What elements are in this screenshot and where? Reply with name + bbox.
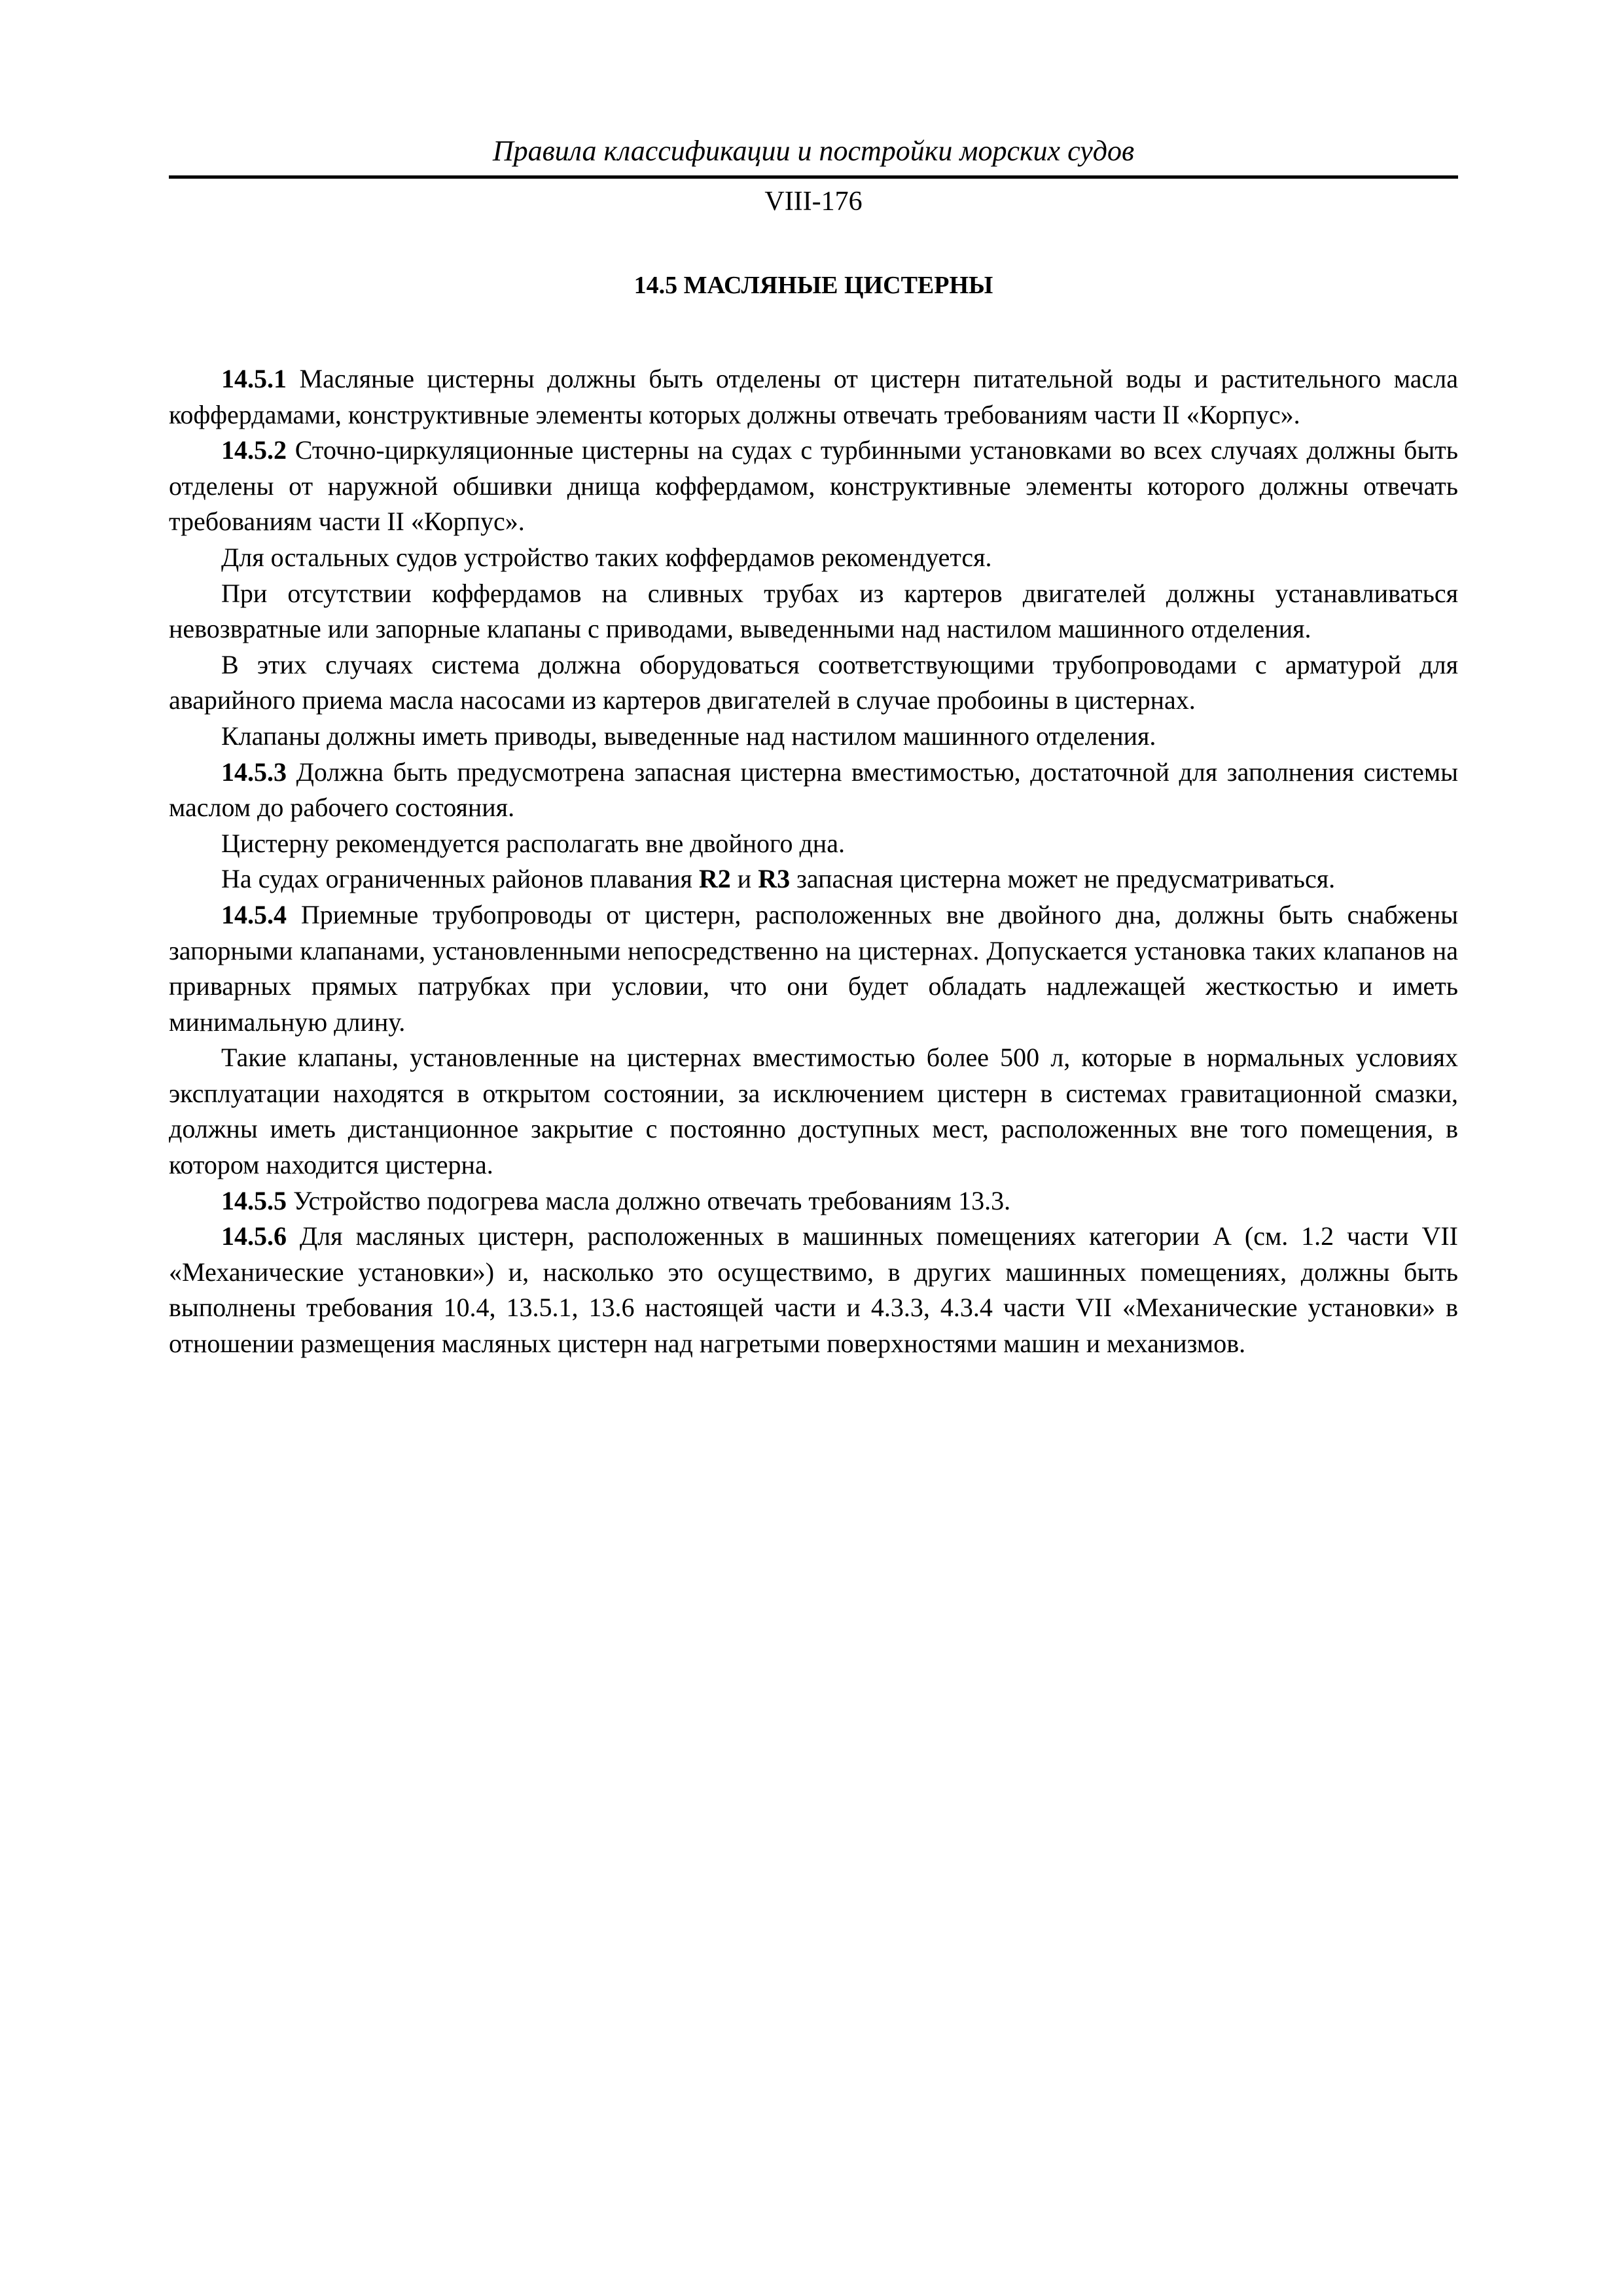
section-body [169,361,1458,1362]
section-title: 14.5 МАСЛЯНЫЕ ЦИСТЕРНЫ [633,272,993,299]
paragraph [169,861,1458,897]
paragraph-text: Приемные трубопроводы от цистерн, расположенных вне двойного дна, должны быть снабжены запорными клапанами, установленными непосредственно на цистернах. Допускается установка таких клапанов на приварных прямых патрубках при условии, что они будет обладать надлежащей жесткостью и иметь минимальную длину. [169,899,1458,1037]
clause-number: 14.5.2 [221,435,287,465]
paragraph-text: Масляные цистерны должны быть отделены от цистерн питательной воды и растительного масла коффердамами, конструктивные элементы которых должны отвечать требованиям части II «Корпус». [169,364,1458,429]
paragraph-14-5-2 [169,433,1458,540]
paragraph-text: Устройство подогрева масла должно отвечать требованиям 13.3. [287,1185,1011,1215]
paragraph-text: и [730,864,758,894]
paragraph-14-5-5 [169,1183,1458,1219]
paragraph-text: Для остальных судов устройство таких коффердамов рекомендуется. [221,542,992,572]
paragraph-text: Должна быть предусмотрена запасная цистерна вместимостью, достаточной для заполнения системы маслом до рабочего состояния. [169,757,1458,823]
header-rule [169,175,1458,179]
paragraph-text: На судах ограниченных районов плавания [221,864,699,894]
region-code: R2 [698,864,731,894]
paragraph [169,576,1458,647]
clause-number: 14.5.4 [221,899,287,929]
page-number: VIII-176 [764,187,863,217]
paragraph-14-5-3 [169,755,1458,826]
paragraph-text: Такие клапаны, установленные на цистернах вместимостью более 500 л, которые в нормальных условиях эксплуатации находятся в открытом состоянии, за исключением цистерн в системах гравитационной смазки, должны иметь дистанционное закрытие с постоянно доступных мест, расположенных вне того помещения, в котором находится цистерна. [169,1043,1458,1180]
paragraph-14-5-4 [169,897,1458,1040]
running-title: Правила классификации и постройки морских судов [492,135,1135,167]
paragraph-text: Цистерну рекомендуется располагать вне двойного дна. [221,828,845,858]
paragraph [169,1040,1458,1183]
paragraph-text: При отсутствии коффердамов на сливных трубах из картеров двигателей должны устанавливаться невозвратные или запорные клапаны с приводами, выведенными над настилом машинного отделения. [169,578,1458,644]
paragraph [169,647,1458,719]
paragraph [169,719,1458,755]
paragraph-text: Для масляных цистерн, расположенных в машинных помещениях категории А (см. 1.2 части VII «Механические установки») и, насколько это осуществимо, в других машинных помещениях, должны быть выполнены требования 10.4, 13.5.1, 13.6 настоящей части и 4.3.3, 4.3.4 части VII «Механические установки» в отношении размещения масляных цистерн над нагретыми поверхностями машин и механизмов. [169,1221,1458,1359]
paragraph-14-5-1 [169,361,1458,433]
paragraph-text: Клапаны должны иметь приводы, выведенные над настилом машинного отделения. [221,721,1156,751]
paragraph-14-5-6 [169,1219,1458,1361]
paragraph [169,826,1458,862]
clause-number: 14.5.5 [221,1185,287,1215]
clause-number: 14.5.3 [221,757,287,787]
paragraph-text: В этих случаях система должна оборудоваться соответствующими трубопроводами с арматурой для аварийного приема масла насосами из картеров двигателей в случае пробоины в цистернах. [169,649,1458,715]
region-code: R3 [758,864,791,894]
clause-number: 14.5.6 [221,1221,287,1251]
clause-number: 14.5.1 [221,364,287,393]
paragraph [169,540,1458,576]
paragraph-text: Сточно-циркуляционные цистерны на судах с турбинными установками во всех случаях должны быть отделены от наружной обшивки днища коффердамом, конструктивные элементы которого должны отвечать требованиям части II «Корпус». [169,435,1458,537]
paragraph-text: запасная цистерна может не предусматриваться. [790,864,1336,894]
